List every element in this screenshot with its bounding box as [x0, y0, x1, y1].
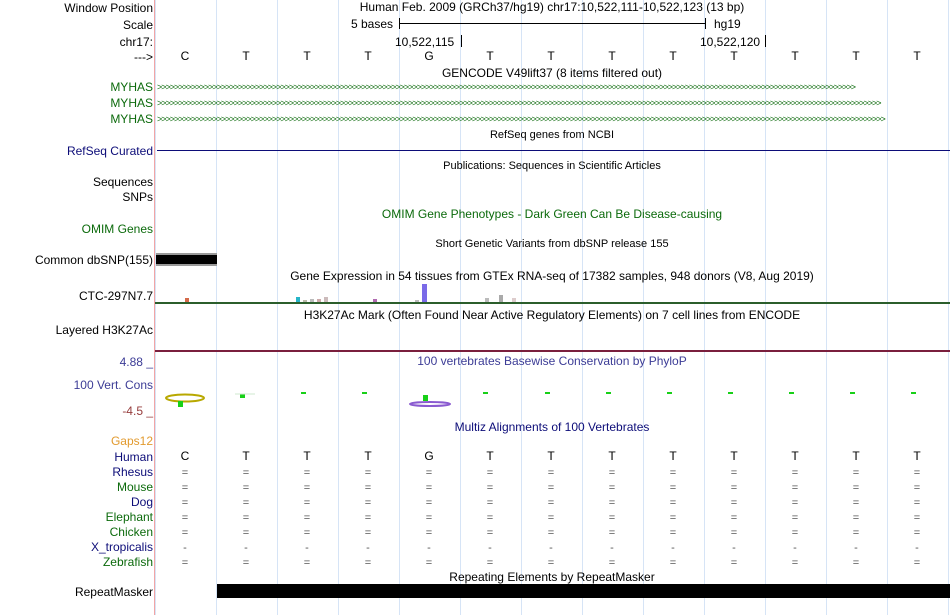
species-label-x-tropicalis[interactable]: X_tropicalis	[90, 540, 153, 554]
ref-base: G	[424, 49, 434, 63]
alignment-base: =	[303, 482, 311, 494]
alignment-base: -	[793, 542, 797, 554]
alignment-base: =	[486, 497, 494, 509]
alignment-base: =	[608, 497, 616, 509]
repeatmasker-element[interactable]	[217, 584, 950, 598]
window-position-label: Window Position	[64, 1, 153, 15]
gtex-tissue-bar[interactable]	[499, 295, 503, 302]
alignment-base: =	[181, 512, 189, 524]
alignment-base: =	[791, 557, 799, 569]
alignment-base: -	[305, 542, 309, 554]
alignment-base: =	[791, 512, 799, 524]
alignment-base: =	[852, 482, 860, 494]
alignment-base: T	[303, 449, 311, 463]
alignment-base: =	[852, 557, 860, 569]
alignment-base: T	[913, 449, 921, 463]
ref-base: T	[486, 49, 494, 63]
phylop-min-label: -4.5 _	[122, 404, 153, 418]
alignment-base: =	[608, 527, 616, 539]
species-label-mouse[interactable]: Mouse	[116, 480, 153, 494]
phylop-track-title[interactable]: 100 vertebrates Basewise Conservation by PhyloP	[417, 354, 687, 368]
alignment-base: =	[913, 557, 921, 569]
ref-base: T	[669, 49, 677, 63]
refseq-gene-line[interactable]	[157, 150, 950, 151]
alignment-base: =	[242, 482, 250, 494]
base-gridline	[887, 0, 888, 615]
alignment-base: =	[791, 527, 799, 539]
alignment-base: =	[242, 467, 250, 479]
gtex-tissue-bar[interactable]	[373, 299, 377, 302]
gtex-track-label[interactable]: CTC-297N7.7	[78, 289, 153, 303]
refseq-track-label[interactable]: RefSeq Curated	[66, 144, 153, 158]
alignment-base: =	[730, 482, 738, 494]
base-gridline	[277, 0, 278, 615]
ref-base: T	[303, 49, 311, 63]
gtex-tissue-bar[interactable]	[512, 298, 516, 302]
base-gridline	[216, 0, 217, 615]
gtex-tissue-bar[interactable]	[303, 300, 307, 302]
ref-base: T	[913, 49, 921, 63]
alignment-base: =	[852, 467, 860, 479]
scale-bar-right-tick	[705, 18, 706, 29]
dbsnp-variant-block[interactable]	[156, 255, 217, 264]
alignment-base: -	[732, 542, 736, 554]
omim-track-title[interactable]: OMIM Gene Phenotypes - Dark Green Can Be Disease-causing	[381, 207, 723, 221]
alignment-base: =	[303, 467, 311, 479]
alignment-base: =	[303, 527, 311, 539]
alignment-base: -	[610, 542, 614, 554]
coordinate-left: 10,522,115	[395, 35, 455, 49]
gencode-transcript-2[interactable]: >>>>>>>>>>>>>>>>>>>>>>>>>>>>>>>>>>>>>>>>>>>>>>>>>>>>>>>>>>>>>>>>>>>>>>>>>>>>>>>>>>>>>>>>>>>>>>>>>>>>>>>>>>>>>>>>>>>>>>>>>>>>>>>>>>>>>>>>>>>>>>>>>>>>>>>>>>>>>>>>>>>>>>>>>>	[157, 98, 881, 108]
alignment-base: =	[547, 467, 555, 479]
alignment-base: C	[180, 449, 190, 463]
alignment-base: =	[242, 512, 250, 524]
alignment-base: =	[486, 557, 494, 569]
coordinate-right-tick	[765, 35, 766, 47]
alignment-base: =	[364, 497, 372, 509]
alignment-base: =	[181, 527, 189, 539]
alignment-base: =	[486, 527, 494, 539]
ref-base: T	[547, 49, 555, 63]
alignment-base: =	[791, 467, 799, 479]
alignment-base: -	[671, 542, 675, 554]
repeatmasker-track-title[interactable]: Repeating Elements by RepeatMasker	[449, 570, 655, 584]
gtex-tissue-bar[interactable]	[296, 297, 300, 302]
alignment-base: =	[547, 527, 555, 539]
alignment-base: =	[486, 482, 494, 494]
alignment-base: =	[852, 512, 860, 524]
alignment-base: =	[181, 557, 189, 569]
multiz-track-title[interactable]: Multiz Alignments of 100 Vertebrates	[454, 420, 650, 434]
ref-base: T	[364, 49, 372, 63]
alignment-base: =	[547, 497, 555, 509]
ref-base: T	[730, 49, 738, 63]
gtex-tissue-bar[interactable]	[317, 299, 321, 302]
scale-label: Scale	[122, 18, 153, 32]
alignment-base: =	[669, 482, 677, 494]
gtex-tissue-bar[interactable]	[310, 299, 314, 302]
species-label-human[interactable]: Human	[114, 450, 153, 464]
gtex-tissue-bar[interactable]	[415, 300, 419, 302]
pubs-snps-label[interactable]: SNPs	[122, 190, 153, 204]
alignment-base: =	[364, 467, 372, 479]
gencode-item-label-3[interactable]: MYHAS	[110, 112, 153, 126]
alignment-base: -	[183, 542, 187, 554]
alignment-base: =	[730, 512, 738, 524]
alignment-base: =	[913, 467, 921, 479]
alignment-base: T	[547, 449, 555, 463]
alignment-base: =	[608, 557, 616, 569]
base-gridline	[155, 0, 156, 615]
gtex-tissue-bar[interactable]	[324, 297, 328, 302]
base-gridline	[826, 0, 827, 615]
chrom-label: chr17:	[119, 35, 153, 49]
phylop-signal[interactable]	[155, 385, 950, 410]
repeatmasker-track-label[interactable]: RepeatMasker	[74, 585, 153, 599]
gencode-item-label-1[interactable]: MYHAS	[110, 80, 153, 94]
alignment-base: =	[425, 512, 433, 524]
omim-track-label[interactable]: OMIM Genes	[81, 222, 153, 236]
alignment-base: -	[915, 542, 919, 554]
alignment-base: =	[913, 482, 921, 494]
alignment-base: =	[547, 482, 555, 494]
alignment-base: =	[791, 497, 799, 509]
alignment-base: =	[669, 467, 677, 479]
strand-arrow-label: --->	[134, 50, 153, 64]
ref-base: T	[242, 49, 250, 63]
alignment-base: T	[242, 449, 250, 463]
pubs-sequences-label[interactable]: Sequences	[92, 175, 153, 189]
track-image-area[interactable]	[155, 0, 950, 615]
gtex-track-title[interactable]: Gene Expression in 54 tissues from GTEx RNA-seq of 17382 samples, 948 donors (V8, Aug 2019)	[290, 269, 814, 283]
gtex-tissue-bar[interactable]	[422, 284, 427, 302]
alignment-base: =	[730, 467, 738, 479]
scale-bases-text: 5 bases	[351, 17, 394, 31]
ref-base: C	[180, 49, 190, 63]
ref-base: T	[852, 49, 860, 63]
alignment-base: -	[549, 542, 553, 554]
alignment-base: T	[791, 449, 799, 463]
alignment-base: =	[730, 497, 738, 509]
phylop-track-label[interactable]: 100 Vert. Cons	[73, 378, 153, 392]
species-label-rhesus[interactable]: Rhesus	[112, 465, 153, 479]
alignment-base: =	[486, 467, 494, 479]
alignment-base: =	[181, 497, 189, 509]
alignment-base: =	[364, 512, 372, 524]
alignment-base: T	[486, 449, 494, 463]
h3k27ac-track-label[interactable]: Layered H3K27Ac	[55, 323, 153, 337]
alignment-base: =	[364, 557, 372, 569]
alignment-base: -	[427, 542, 431, 554]
alignment-base: =	[486, 512, 494, 524]
base-gridline	[948, 0, 949, 615]
alignment-base: =	[852, 497, 860, 509]
coordinate-left-tick	[461, 35, 462, 47]
alignment-base: =	[669, 557, 677, 569]
alignment-base: =	[791, 482, 799, 494]
ref-base: T	[791, 49, 799, 63]
alignment-base: =	[730, 557, 738, 569]
species-label-dog[interactable]: Dog	[130, 495, 153, 509]
alignment-base: =	[364, 527, 372, 539]
species-label-elephant[interactable]: Elephant	[105, 510, 153, 524]
dbsnp-track-title[interactable]: Short Genetic Variants from dbSNP release 155	[435, 238, 669, 250]
alignment-base: =	[669, 497, 677, 509]
alignment-base: =	[913, 527, 921, 539]
gtex-baseline	[155, 302, 950, 304]
alignment-base: =	[303, 497, 311, 509]
pubs-track-title[interactable]: Publications: Sequences in Scientific Articles	[443, 160, 661, 172]
gtex-tissue-bar[interactable]	[185, 298, 189, 302]
gencode-track-title[interactable]: GENCODE V49lift37 (8 items filtered out)	[441, 66, 663, 80]
alignment-base: =	[669, 512, 677, 524]
alignment-base: -	[488, 542, 492, 554]
alignment-base: =	[547, 512, 555, 524]
refseq-track-title[interactable]: RefSeq genes from NCBI	[489, 129, 615, 141]
alignment-base: =	[181, 482, 189, 494]
alignment-base: =	[425, 497, 433, 509]
alignment-base: =	[913, 512, 921, 524]
alignment-base: =	[913, 497, 921, 509]
alignment-base: =	[425, 557, 433, 569]
alignment-base: =	[242, 497, 250, 509]
alignment-base: -	[244, 542, 248, 554]
alignment-base: -	[854, 542, 858, 554]
alignment-base: =	[852, 527, 860, 539]
alignment-base: =	[669, 527, 677, 539]
gencode-transcript-3[interactable]: >>>>>>>>>>>>>>>>>>>>>>>>>>>>>>>>>>>>>>>>>>>>>>>>>>>>>>>>>>>>>>>>>>>>>>>>>>>>>>>>>>>>>>>>>>>>>>>>>>>>>>>>>>>>>>>>>>>>>>>>>>>>>>>>>>>>>>>>>>>>>>>>>>>>>>>>>>>>>>>>>>>>>>>>>>>	[157, 114, 885, 124]
alignment-base: T	[364, 449, 372, 463]
assembly-position-text: Human Feb. 2009 (GRCh37/hg19) chr17:10,522,111-10,522,123 (13 bp)	[359, 0, 745, 14]
scale-bar-left-tick	[399, 18, 400, 29]
alignment-base: =	[547, 557, 555, 569]
alignment-base: =	[608, 512, 616, 524]
alignment-base: T	[730, 449, 738, 463]
alignment-base: =	[242, 527, 250, 539]
species-label-chicken[interactable]: Chicken	[109, 525, 153, 539]
h3k27ac-track-title[interactable]: H3K27Ac Mark (Often Found Near Active Regulatory Elements) on 7 cell lines from ENCODE	[303, 308, 801, 322]
dbsnp-track-label[interactable]: Common dbSNP(155)	[34, 253, 153, 267]
coordinate-right: 10,522,120	[700, 35, 761, 49]
alignment-base: =	[608, 467, 616, 479]
alignment-base: =	[425, 527, 433, 539]
alignment-base: =	[303, 557, 311, 569]
alignment-base: T	[852, 449, 860, 463]
alignment-base: =	[608, 482, 616, 494]
alignment-base: =	[425, 482, 433, 494]
alignment-base: =	[181, 467, 189, 479]
phylop-max-label: 4.88 _	[119, 355, 153, 369]
scale-bar	[399, 23, 706, 24]
alignment-base: G	[424, 449, 434, 463]
alignment-base: =	[730, 527, 738, 539]
alignment-base: =	[425, 467, 433, 479]
alignment-base: -	[366, 542, 370, 554]
alignment-base: =	[242, 557, 250, 569]
alignment-base: =	[364, 482, 372, 494]
gaps-track-label[interactable]: Gaps12	[110, 434, 153, 448]
gencode-item-label-2[interactable]: MYHAS	[110, 96, 153, 110]
scale-db-text: hg19	[714, 17, 741, 31]
gencode-transcript-1[interactable]: >>>>>>>>>>>>>>>>>>>>>>>>>>>>>>>>>>>>>>>>>>>>>>>>>>>>>>>>>>>>>>>>>>>>>>>>>>>>>>>>>>>>>>>>>>>>>>>>>>>>>>>>>>>>>>>>>>>>>>>>>>>>>>>>>>>>>>>>>>>>>>>>>>>>>>>>>>>>>>>>>>>>	[157, 82, 855, 92]
alignment-base: T	[608, 449, 616, 463]
ref-base: T	[608, 49, 616, 63]
alignment-base: =	[303, 512, 311, 524]
alignment-base: T	[669, 449, 677, 463]
gtex-tissue-bar[interactable]	[485, 298, 489, 302]
h3k27ac-baseline	[155, 350, 950, 352]
species-label-zebrafish[interactable]: Zebrafish	[102, 555, 153, 569]
